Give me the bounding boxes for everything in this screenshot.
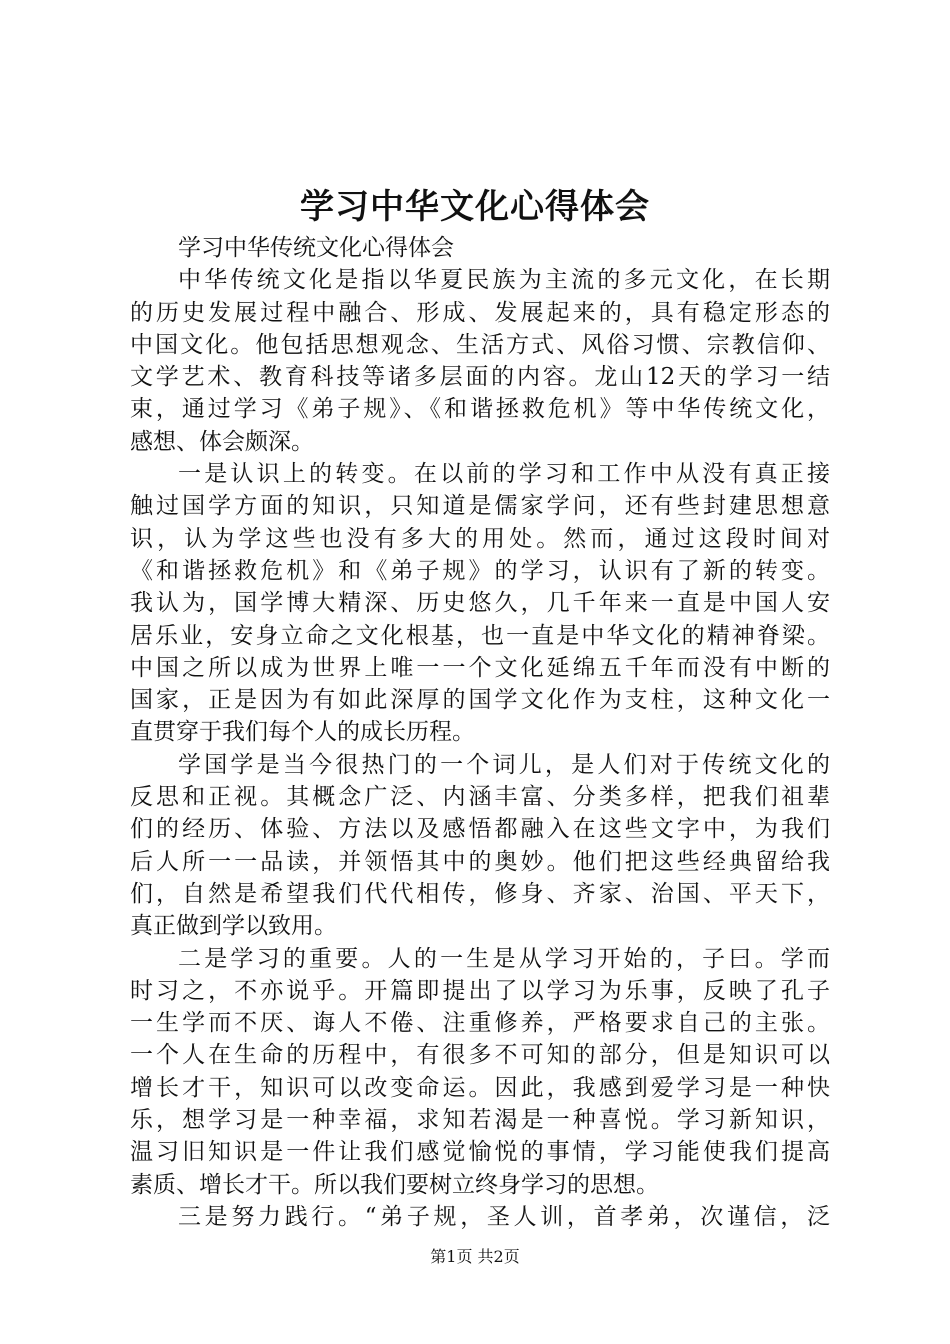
body-line: 直贯穿于我们每个人的成长历程。 — [130, 719, 475, 746]
body-line: 学国学是当今很热门的一个词儿，是人们对于传统文化的 — [178, 751, 830, 778]
body-line: 二是学习的重要。人的一生是从学习开始的，子曰。学而 — [178, 945, 830, 972]
body-line: 触过国学方面的知识，只知道是儒家学问，还有些封建思想意 — [130, 493, 830, 520]
body-line: 反思和正视。其概念广泛、内涵丰富、分类多样，把我们祖辈 — [130, 784, 830, 811]
body-line: 中国之所以成为世界上唯一一个文化延绵五千年而没有中断的 — [130, 654, 830, 681]
body-line: 《和谐拯救危机》和《弟子规》的学习，认识有了新的转变。 — [130, 557, 830, 584]
body-line: 感想、体会颇深。 — [130, 428, 314, 455]
body-line: 真正做到学以致用。 — [130, 913, 337, 940]
body-line: 我认为，国学博大精深、历史悠久，几千年来一直是中国人安 — [130, 590, 830, 617]
body-line: 温习旧知识是一件让我们感觉愉悦的事情，学习能使我们提高 — [130, 1139, 830, 1166]
document-title: 学习中华文化心得体会 — [300, 187, 650, 227]
body-line: 束，通过学习《弟子规》、《和谐拯救危机》等中华传统文化， — [130, 396, 830, 423]
body-line: 一个人在生命的历程中，有很多不可知的部分，但是知识可以 — [130, 1042, 830, 1069]
body-line: 增长才干，知识可以改变命运。因此，我感到爱学习是一种快 — [130, 1074, 830, 1101]
body-line: 一生学而不厌、诲人不倦、注重修养，严格要求自己的主张。 — [130, 1010, 830, 1037]
body-line: 一是认识上的转变。在以前的学习和工作中从没有真正接 — [178, 461, 830, 488]
body-line: 中华传统文化是指以华夏民族为主流的多元文化，在长期 — [178, 267, 830, 294]
body-line: 学习中华传统文化心得体会 — [178, 235, 454, 261]
body-line: 们，自然是希望我们代代相传，修身、齐家、治国、平天下， — [130, 880, 830, 907]
body-line: 国家，正是因为有如此深厚的国学文化作为支柱，这种文化一 — [130, 687, 830, 714]
body-line: 素质、增长才干。所以我们要树立终身学习的思想。 — [130, 1171, 659, 1198]
document-body — [130, 232, 830, 1233]
body-line: 三是努力践行。“弟子规，圣人训，首孝弟，次谨信，泛 — [178, 1203, 830, 1230]
body-line: 的历史发展过程中融合、形成、发展起来的，具有稳定形态的 — [130, 299, 830, 326]
body-line: 居乐业，安身立命之文化根基，也一直是中华文化的精神脊梁。 — [130, 622, 830, 649]
page-footer: 第1页 共2页 — [430, 1247, 520, 1266]
body-line: 时习之，不亦说乎。开篇即提出了以学习为乐事，反映了孔子 — [130, 977, 830, 1004]
body-line: 识，认为学这些也没有多大的用处。然而，通过这段时间对 — [130, 525, 830, 552]
body-line: 们的经历、体验、方法以及感悟都融入在这些文字中，为我们 — [130, 816, 830, 843]
body-line: 后人所一一品读，并领悟其中的奥妙。他们把这些经典留给我 — [130, 848, 830, 875]
body-line: 文学艺术、教育科技等诸多层面的内容。龙山12天的学习一结 — [130, 364, 830, 391]
body-line: 中国文化。他包括思想观念、生活方式、风俗习惯、宗教信仰、 — [130, 331, 830, 358]
body-line: 乐，想学习是一种幸福，求知若渴是一种喜悦。学习新知识， — [130, 1107, 830, 1134]
